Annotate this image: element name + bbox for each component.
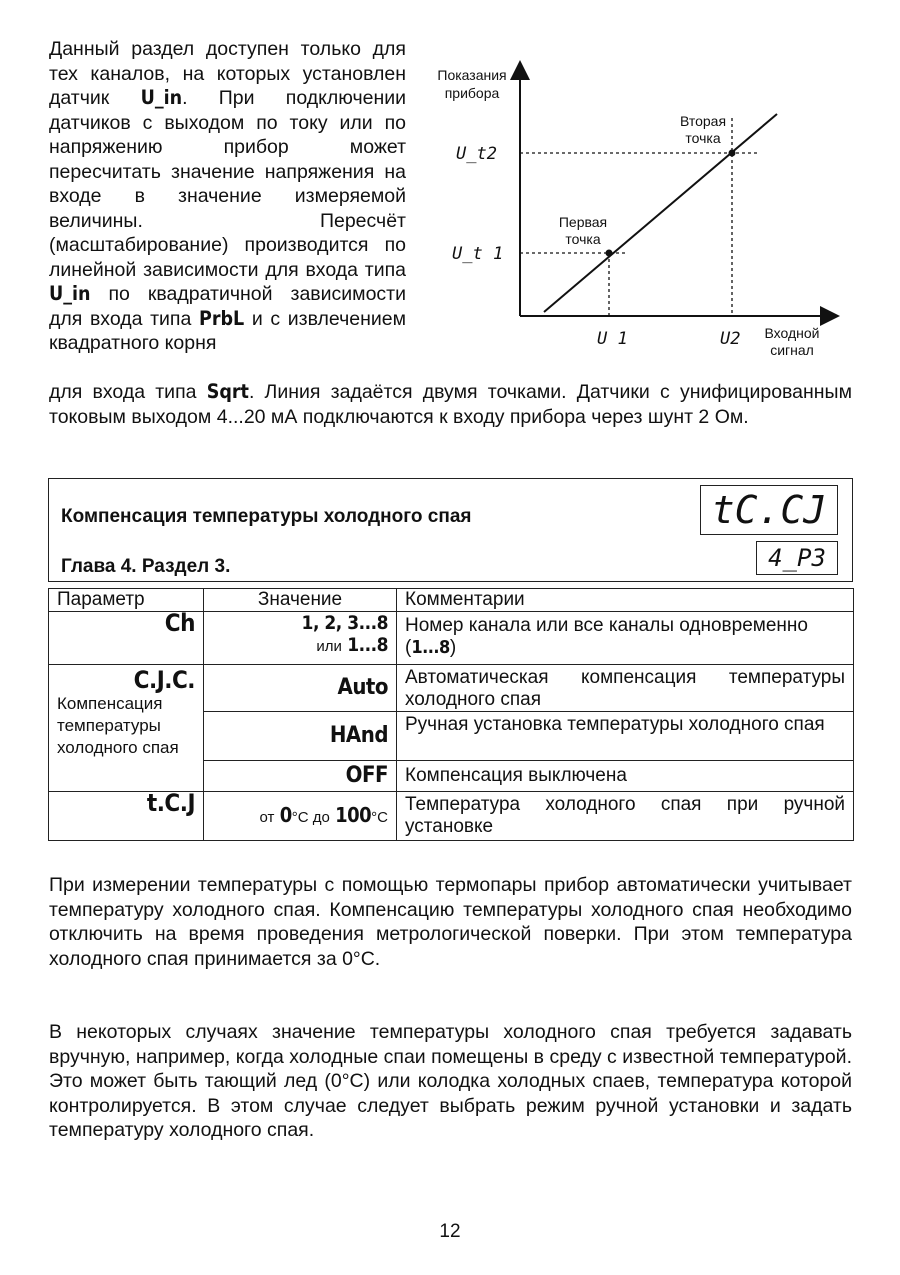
intro-text-4: и с извлечением квадратного корня [49, 307, 407, 354]
scaling-diagram [420, 58, 840, 368]
comment-ch-1: Номер канала или все каналы одновременно ( [405, 615, 808, 658]
value-unit-1: °С до [291, 808, 330, 826]
paragraph-manual-compensation: В некоторых случаях значение температуры холодного спая требуется задавать вручную, например, когда холодные спаи помещены в среду с известной температурой. Это может быть тающий лед (0°С) или колодка холодных спаев, температура которой контролируется. В этом случае следует выбрать режим ручной установки и задать температуру холодного спая. [49, 1021, 852, 1141]
first-point-label-1: Первая [558, 214, 608, 230]
section-title: Компенсация температуры холодного спая [61, 506, 472, 527]
intro-text-5: для входа типа [49, 381, 197, 403]
intro-text-2: . При подключении датчиков с выходом по току или по напряжению прибор может пересчитать значение напряжения на входе в значение измеряемой величины. Пересчёт (масштабирование) производится по линейной зависимости для входа типа [49, 87, 407, 281]
intro-continuation [49, 380, 852, 429]
value-max: 100 [335, 802, 372, 827]
comment-auto: Автоматическая компенсация температуры холодного спая [397, 665, 854, 712]
intro-text-1: Данный раздел доступен только для тех каналов, на которых установлен датчик [49, 38, 406, 109]
x-tick-u2: U2 [720, 329, 741, 349]
lcd-indicator-main [700, 485, 838, 535]
second-point-label-1: Вторая [679, 113, 727, 129]
first-point [606, 250, 613, 257]
comment-tcj: Температура холодного спая при ручной установке [397, 792, 854, 841]
x-axis-label-1: Входной [764, 325, 820, 341]
value-all-channels: 1...8 [347, 634, 388, 656]
section-header [48, 478, 853, 582]
x-axis-label-2: сигнал [770, 342, 814, 358]
comment-ch-2: ) [449, 637, 457, 658]
sensor-code-sqrt: Sqrt [206, 380, 249, 403]
value-or: или [316, 638, 342, 655]
value-off: OFF [345, 762, 388, 788]
param-tcj: t.C.J [146, 789, 195, 817]
value-from: от [259, 808, 275, 826]
paragraph-auto-compensation: При измерении температуры с помощью термопары прибор автоматически учитывает температуру холодного спая. Компенсацию температуры холодного спая необходимо отключить на время проведения метрологической поверки. При этом температура холодного спая принимается за 0°С. [49, 874, 852, 970]
param-cjc-desc: Компенсация температуры холодного спая [57, 694, 179, 757]
scaling-line [544, 114, 777, 312]
y-axis-label-1: Показания [437, 67, 507, 83]
header-comment: Комментарии [397, 589, 854, 612]
page-number: 12 [439, 1221, 461, 1242]
lcd-sub-text: 4_P3 [768, 544, 826, 572]
table-row [49, 612, 854, 665]
first-point-label-2: точка [565, 231, 601, 247]
value-hand: HAnd [329, 722, 388, 748]
y-axis-label-2: прибора [444, 85, 500, 101]
sensor-code-uin-2: U_in [49, 282, 91, 305]
table-row [49, 665, 854, 712]
intro-text-6: . Линия задаётся двумя точками. Датчики с унифицированным токовым выходом 4...20 мА подключаются к входу прибора через шунт 2 Ом. [49, 381, 852, 428]
lcd-main-text: tC.CJ [711, 488, 827, 532]
comment-off: Компенсация выключена [397, 761, 854, 792]
comment-hand: Ручная установка температуры холодного спая [397, 712, 854, 761]
y-tick-ut1: U_t 1 [452, 244, 504, 264]
value-min: 0 [279, 802, 292, 827]
parameter-table [48, 588, 854, 841]
x-tick-u1: U 1 [597, 329, 628, 349]
sensor-code-prbl: PrbL [198, 306, 245, 330]
y-tick-ut2: U_t2 [456, 144, 497, 164]
table-row [49, 792, 854, 841]
value-auto: Auto [337, 674, 388, 700]
intro-paragraph [49, 37, 406, 356]
param-ch: Ch [164, 609, 195, 637]
value-channels: 1, 2, 3...8 [301, 612, 388, 634]
value-unit-2: °С [371, 808, 388, 826]
comment-ch-code: 1...8 [411, 637, 450, 658]
header-value: Значение [204, 589, 397, 612]
lcd-indicator-sub [756, 541, 838, 575]
header-param: Параметр [49, 589, 204, 612]
second-point [729, 150, 736, 157]
intro-text-3: по квадратичной зависимости для входа типа [49, 283, 407, 330]
param-cjc: C.J.C. [133, 666, 195, 694]
section-chapter: Глава 4. Раздел 3. [61, 556, 231, 577]
sensor-code-uin: U_in [140, 86, 183, 109]
second-point-label-2: точка [685, 130, 721, 146]
